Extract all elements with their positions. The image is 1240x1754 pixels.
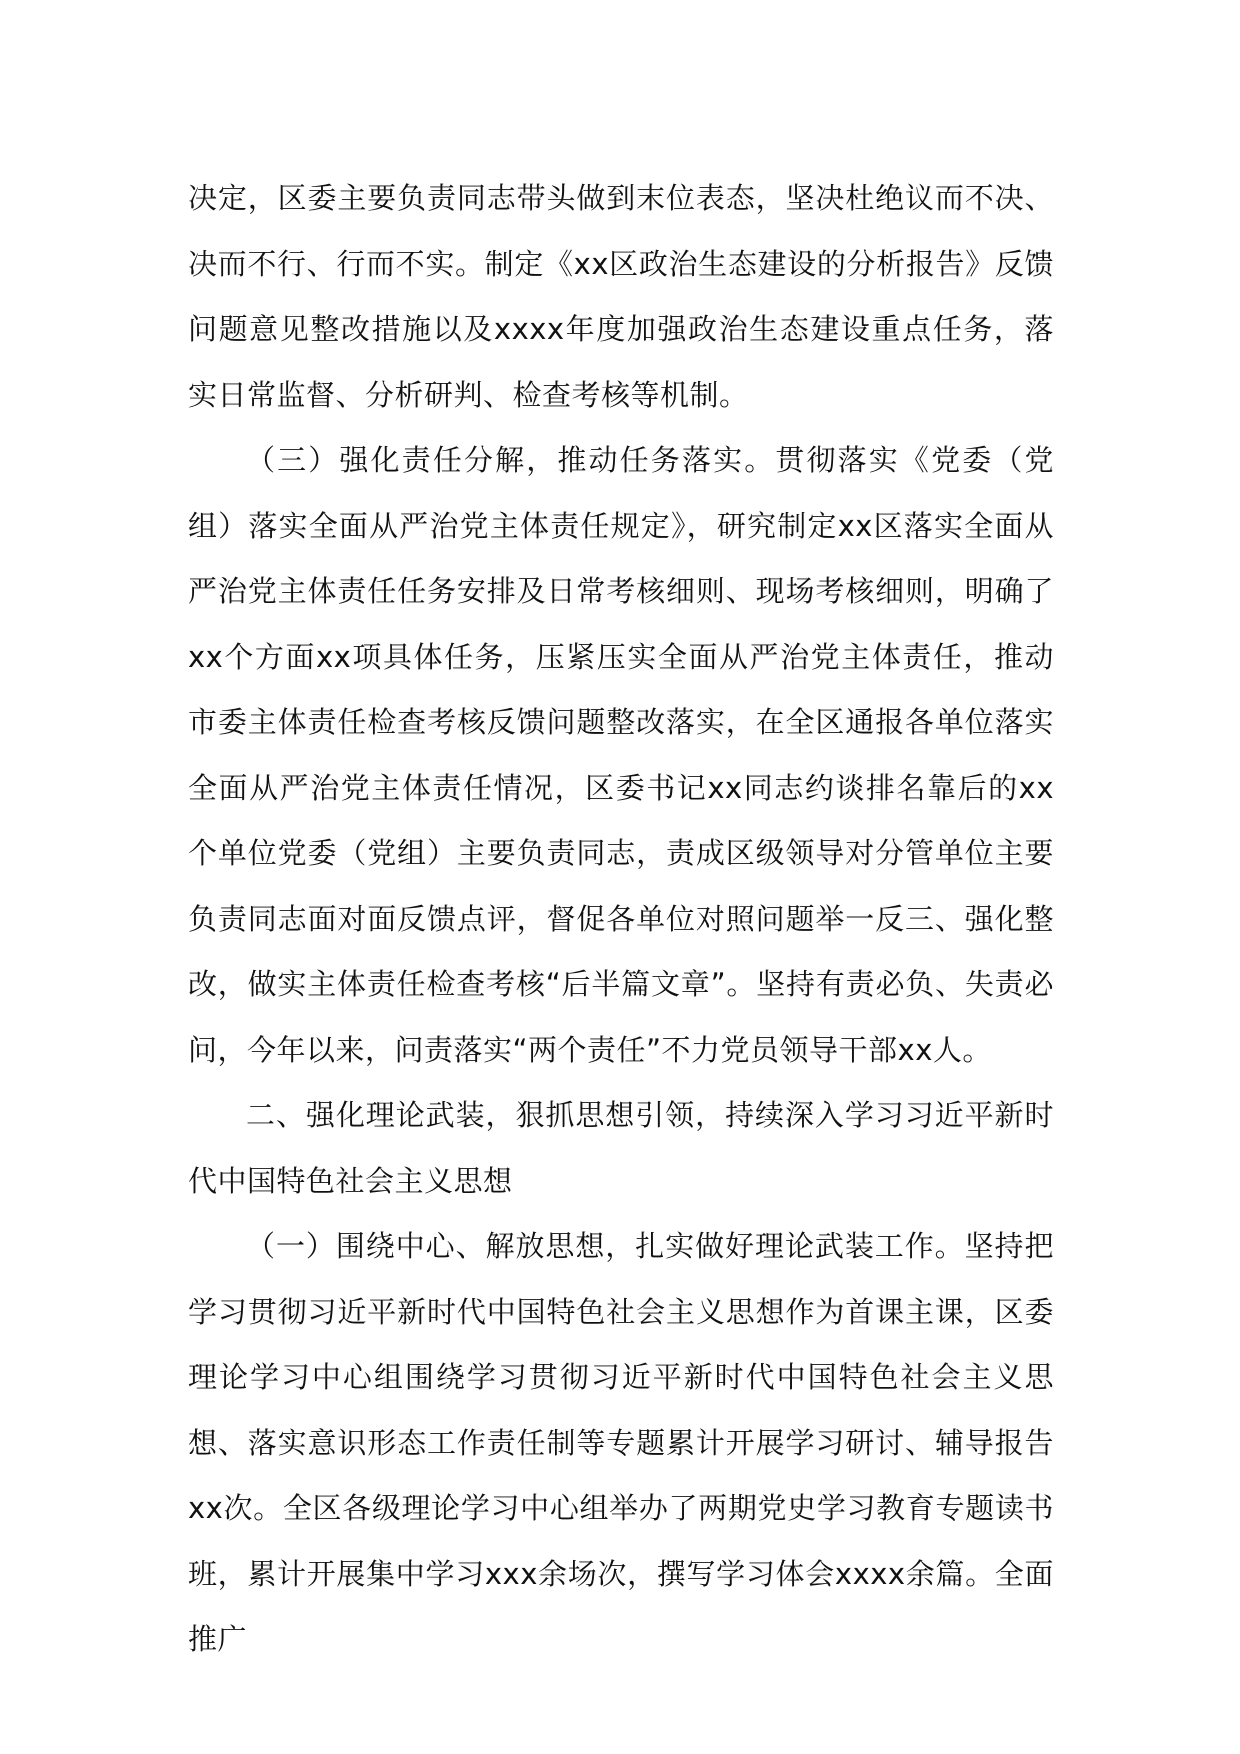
paragraph-1: 决定，区委主要负责同志带头做到末位表态，坚决杜绝议而不决、决而不行、行而不实。制定《xx区政治生态建设的分析报告》反馈问题意见整改措施以及xxxx年度加强政治生态建设重点任务，落实日常监督、分析研判、检查考核等机制。: [188, 181, 1054, 412]
section-heading-2: 二、强化理论武装，狠抓思想引领，持续深入学习习近平新时代中国特色社会主义思想: [188, 1098, 1054, 1198]
paragraph-2: （三）强化责任分解，推动任务落实。贯彻落实《党委（党组）落实全面从严治党主体责任规定》，研究制定xx区落实全面从严治党主体责任任务安排及日常考核细则、现场考核细则，明确了xx个方面xx项具体任务，压紧压实全面从严治党主体责任，推动市委主体责任检查考核反馈问题整改落实，在全区通报各单位落实全面从严治党主体责任情况，区委书记xx同志约谈排名靠后的xx个单位党委（党组）主要负责同志，责成区级领导对分管单位主要负责同志面对面反馈点评，督促各单位对照问题举一反三、强化整改，做实主体责任检查考核“后半篇文章”。坚持有责必负、失责必问，今年以来，问责落实“两个责任”不力党员领导干部xx人。: [188, 443, 1054, 1067]
paragraph-3: （一）围绕中心、解放思想，扎实做好理论武装工作。坚持把学习贯彻习近平新时代中国特色社会主义思想作为首课主课，区委理论学习中心组围绕学习贯彻习近平新时代中国特色社会主义思想、落实意识形态工作责任制等专题累计开展学习研讨、辅导报告xx次。全区各级理论学习中心组举办了两期党史学习教育专题读书班，累计开展集中学习xxx余场次，撰写学习体会xxxx余篇。全面推广: [188, 1229, 1054, 1656]
